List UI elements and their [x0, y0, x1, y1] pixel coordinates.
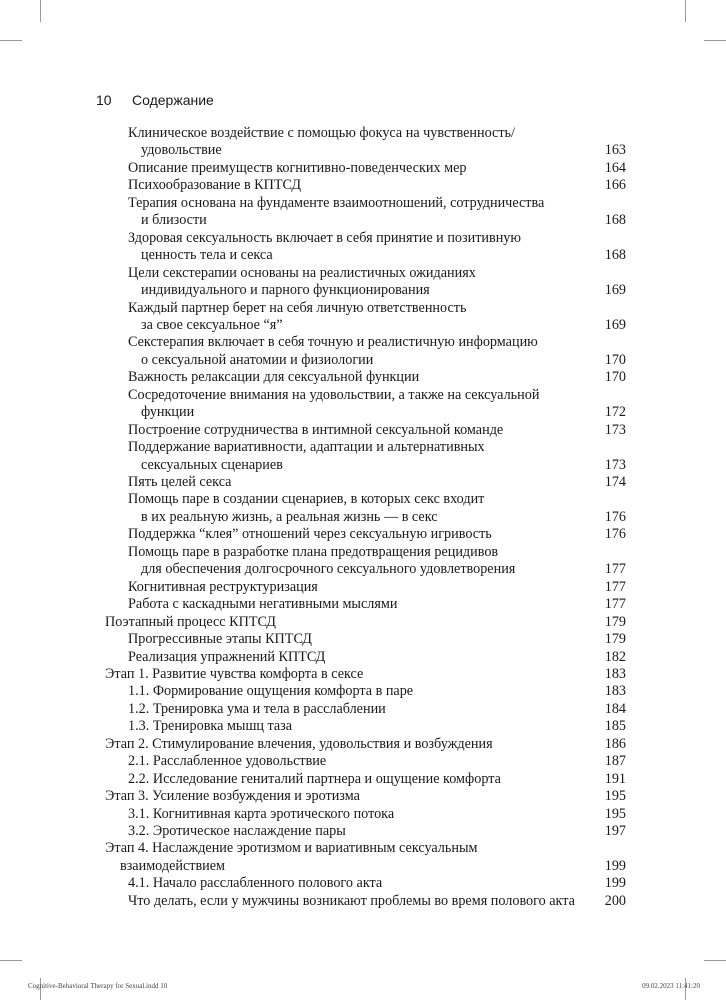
toc-entry-title: Клиническое воздействие с помощью фокуса на чувственность/	[128, 125, 515, 141]
toc-page-number: 191	[604, 770, 626, 787]
toc-entry-title: Психообразование в КПТСД	[128, 177, 301, 194]
toc-page-number: 187	[604, 753, 626, 770]
toc-page-number: 199	[604, 857, 626, 874]
toc-entry-title-continued: взаимодействием	[120, 857, 226, 874]
toc-page-number: 197	[604, 823, 626, 839]
toc-entry-title: 1.2. Тренировка ума и тела в расслаблении	[128, 700, 386, 717]
toc-entry-title: Работа с каскадными негативными мыслями	[128, 596, 398, 613]
toc-page-number: 195	[604, 805, 626, 822]
toc-page-number: 179	[604, 613, 626, 630]
toc-entry-title: Цели секстерапии основаны на реалистичных ожиданиях	[128, 264, 476, 281]
toc-page-number: 177	[604, 596, 626, 613]
footer-filename: Cognitive-Behavioral Therapy for Sexual.indd 10	[28, 982, 168, 990]
toc-page-number: 182	[604, 648, 626, 665]
toc-page-number: 179	[604, 631, 626, 648]
toc-entry-title-continued: за свое сексуальное “я”	[141, 316, 283, 333]
toc-page-number: 166	[604, 177, 626, 194]
toc-entry-title: 3.1. Когнитивная карта эротического потока	[128, 805, 395, 822]
toc-entry-title: Реализация упражнений КПТСД	[128, 648, 326, 665]
toc-entry-title: Этап 1. Развитие чувства комфорта в сексе	[105, 665, 364, 682]
toc-entry-title: Помощь паре в создании сценариев, в которых секс входит	[128, 491, 485, 508]
toc-page-number: 174	[604, 474, 626, 490]
toc-entry-title: Построение сотрудничества в интимной сексуальной команде	[128, 421, 504, 438]
toc-entry-title-continued: функции	[141, 404, 195, 421]
toc-page-number: 163	[604, 142, 626, 159]
toc-page-number: 183	[604, 683, 626, 700]
toc-entry-title: Что делать, если у мужчины возникают проблемы во время полового акта	[128, 892, 575, 909]
crop-mark	[685, 0, 686, 22]
toc-page-number: 173	[604, 456, 626, 473]
toc-entry-title: Терапия основана на фундаменте взаимоотношений, сотрудничества	[128, 194, 545, 211]
toc-entry-title: Описание преимуществ когнитивно-поведенческих мер	[128, 159, 467, 176]
toc-entry-title: 2.2. Исследование гениталий партнера и ощущение комфорта	[128, 770, 501, 787]
running-header	[96, 92, 214, 108]
crop-mark	[704, 960, 726, 961]
toc-page-number: 200	[604, 892, 626, 909]
crop-mark	[40, 0, 41, 22]
toc-entry-title-continued: индивидуального и парного функционирования	[141, 282, 430, 299]
toc-page-number: 183	[604, 665, 626, 682]
toc-entry-title-continued: в их реальную жизнь, а реальная жизнь — в секс	[141, 508, 438, 525]
toc-page-number: 168	[604, 212, 626, 229]
toc-page-number: 164	[604, 159, 626, 176]
toc-entry-title: Помощь паре в разработке плана предотвращения рецидивов	[128, 543, 499, 560]
toc-entry-title-continued: ценность тела и секса	[141, 247, 273, 264]
toc-entry-title: 1.3. Тренировка мышц таза	[128, 718, 293, 735]
toc-entry-title: 2.1. Расслабленное удовольствие	[128, 753, 327, 770]
toc-entry-title-continued: удовольствие	[141, 142, 222, 159]
page-title: Содержание	[132, 92, 214, 108]
toc-page-number: 199	[604, 875, 626, 892]
toc-page-number: 184	[604, 700, 626, 717]
toc-entry-title: Пять целей секса	[128, 474, 232, 490]
toc-entry-title: Когнитивная реструктуризация	[128, 578, 318, 595]
toc-entry-title: Этап 3. Усиление возбуждения и эротизма	[105, 788, 360, 805]
page-number: 10	[96, 92, 112, 108]
crop-mark	[704, 40, 726, 41]
toc-page-number: 170	[604, 369, 626, 386]
toc-entry-title: Прогрессивные этапы КПТСД	[128, 631, 312, 648]
toc-entry-title-continued: и близости	[141, 212, 207, 229]
toc-page-number: 185	[604, 718, 626, 735]
toc-entry-title-continued: сексуальных сценариев	[141, 456, 283, 473]
toc-entry-title: Важность релаксации для сексуальной функции	[128, 369, 420, 386]
toc-entry-title: 3.2. Эротическое наслаждение пары	[128, 823, 346, 839]
toc-entry-title-continued: о сексуальной анатомии и физиологии	[141, 351, 374, 368]
footer-timestamp: 09.02.2023 11:41:20	[642, 982, 700, 990]
toc-entry-title: Здоровая сексуальность включает в себя принятие и позитивную	[128, 229, 521, 246]
toc-entry-title: Поэтапный процесс КПТСД	[105, 613, 276, 630]
toc-page-number: 169	[604, 316, 626, 333]
crop-mark	[0, 960, 22, 961]
toc-entry-title: Секстерапия включает в себя точную и реалистичную информацию	[128, 334, 538, 351]
toc-page-number: 176	[604, 526, 626, 543]
toc-entry-title: 1.1. Формирование ощущения комфорта в паре	[128, 683, 414, 700]
toc-entry-title: Поддержка “клея” отношений через сексуальную игривость	[128, 526, 492, 543]
toc-page-number: 169	[604, 282, 626, 299]
toc-page-number: 177	[604, 561, 626, 578]
toc-page-number: 177	[604, 578, 626, 595]
toc-entry-title: Сосредоточение внимания на удовольствии, а также на сексуальной	[128, 386, 540, 403]
toc-entry-title: Этап 4. Наслаждение эротизмом и вариативным сексуальным	[105, 840, 478, 857]
crop-mark	[0, 40, 22, 41]
toc-page-number: 186	[604, 735, 626, 752]
toc-page-number: 170	[604, 351, 626, 368]
toc-entry-title-continued: для обеспечения долгосрочного сексуального удовлетворения	[141, 561, 516, 578]
toc-entry-title: 4.1. Начало расслабленного полового акта	[128, 875, 383, 892]
toc-page-number: 176	[604, 508, 626, 525]
toc-page-number: 173	[604, 421, 626, 438]
toc-page-number: 172	[604, 404, 626, 421]
toc-page-number: 168	[604, 247, 626, 264]
toc-page-number: 195	[604, 788, 626, 805]
toc-entry-title: Поддержание вариативности, адаптации и альтернативных	[128, 439, 485, 456]
toc-entry-title: Этап 2. Стимулирование влечения, удовольствия и возбуждения	[105, 735, 493, 752]
toc-entry-title: Каждый партнер берет на себя личную ответственность	[128, 299, 467, 316]
